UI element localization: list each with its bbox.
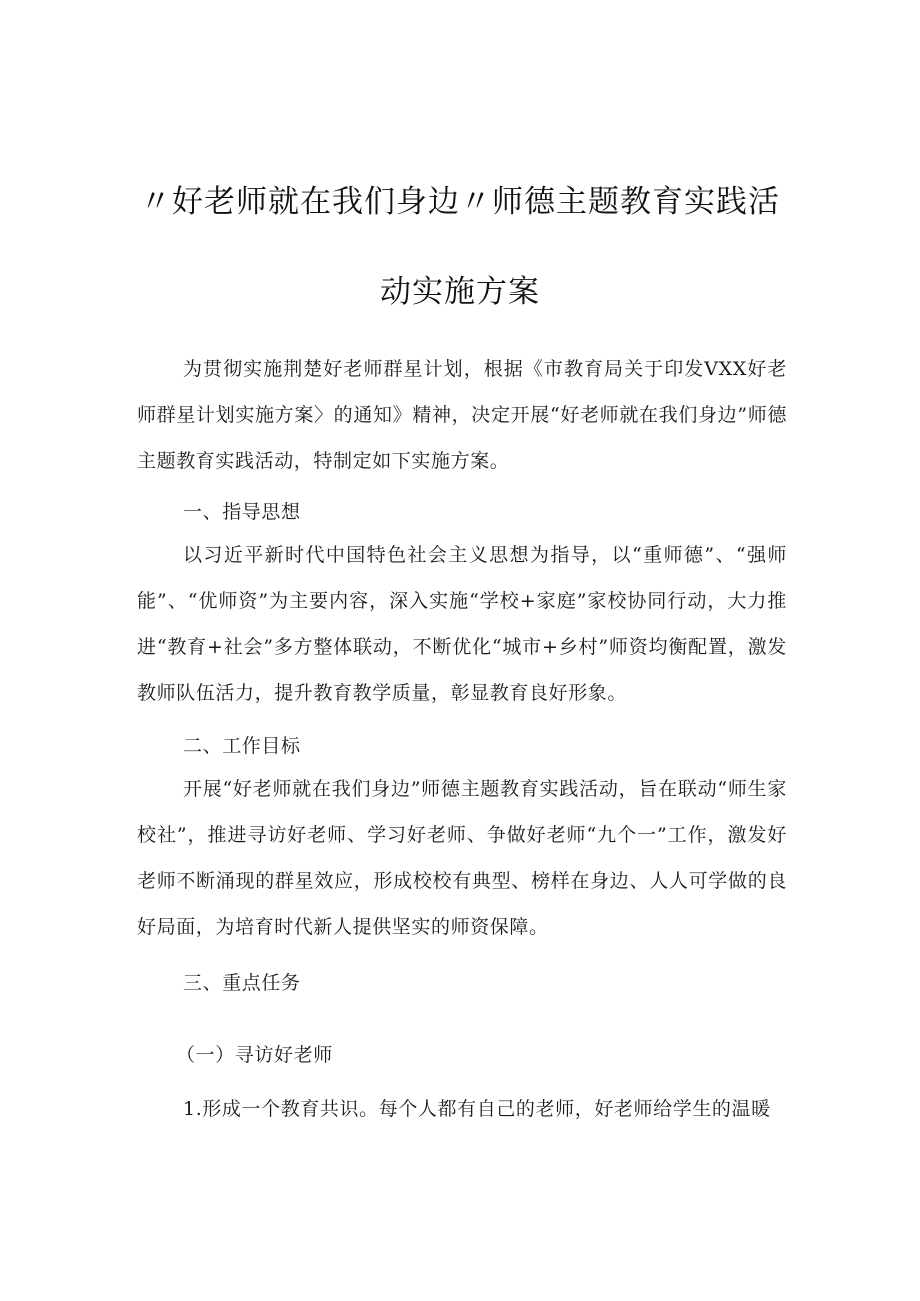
section-body-work-goals: 开展“好老师就在我们身边”师德主题教育实践活动，旨在联动“师生家校社”，推进寻访好老师、学习好老师、争做好老师“九个一”工作，激发好老师不断涌现的群星效应，形成校校有典型、榜样在身边、人人可学做的良好局面，为培育时代新人提供坚实的师资保障。 [137,778,787,938]
section-body-guiding-ideology: 以习近平新时代中国特色社会主义思想为指导，以“重师德”、“强师能”、“优师资”为主要内容，深入实施“学校+家庭”家校协同行动，大力推进“教育+社会”多方整体联动，不断优化“城市+乡村”师资均衡配置，激发教师队伍活力，提升教育教学质量，彰显教育良好形象。 [137,544,787,704]
section-heading-key-tasks: 三、重点任务 [183,972,301,994]
document-title-line-1: 〃好老师就在我们身边〃师德主题教育实践活 [140,184,780,220]
list-item-1: 1.形成一个教育共识。每个人都有自己的老师，好老师给学生的温暖 [183,1098,771,1120]
section-heading-work-goals: 二、工作目标 [183,735,301,757]
document-title-line-2: 动实施方案 [380,274,540,310]
intro-paragraph: 为贯彻实施荆楚好老师群星计划，根据《市教育局关于印发VXX好老师群星计划实施方案〉的通知》精神，决定开展“好老师就在我们身边”师德主题教育实践活动，特制定如下实施方案。 [137,358,787,472]
section-heading-guiding-ideology: 一、指导思想 [183,501,301,523]
subsection-heading-find-good-teachers: （一）寻访好老师 [176,1044,333,1066]
